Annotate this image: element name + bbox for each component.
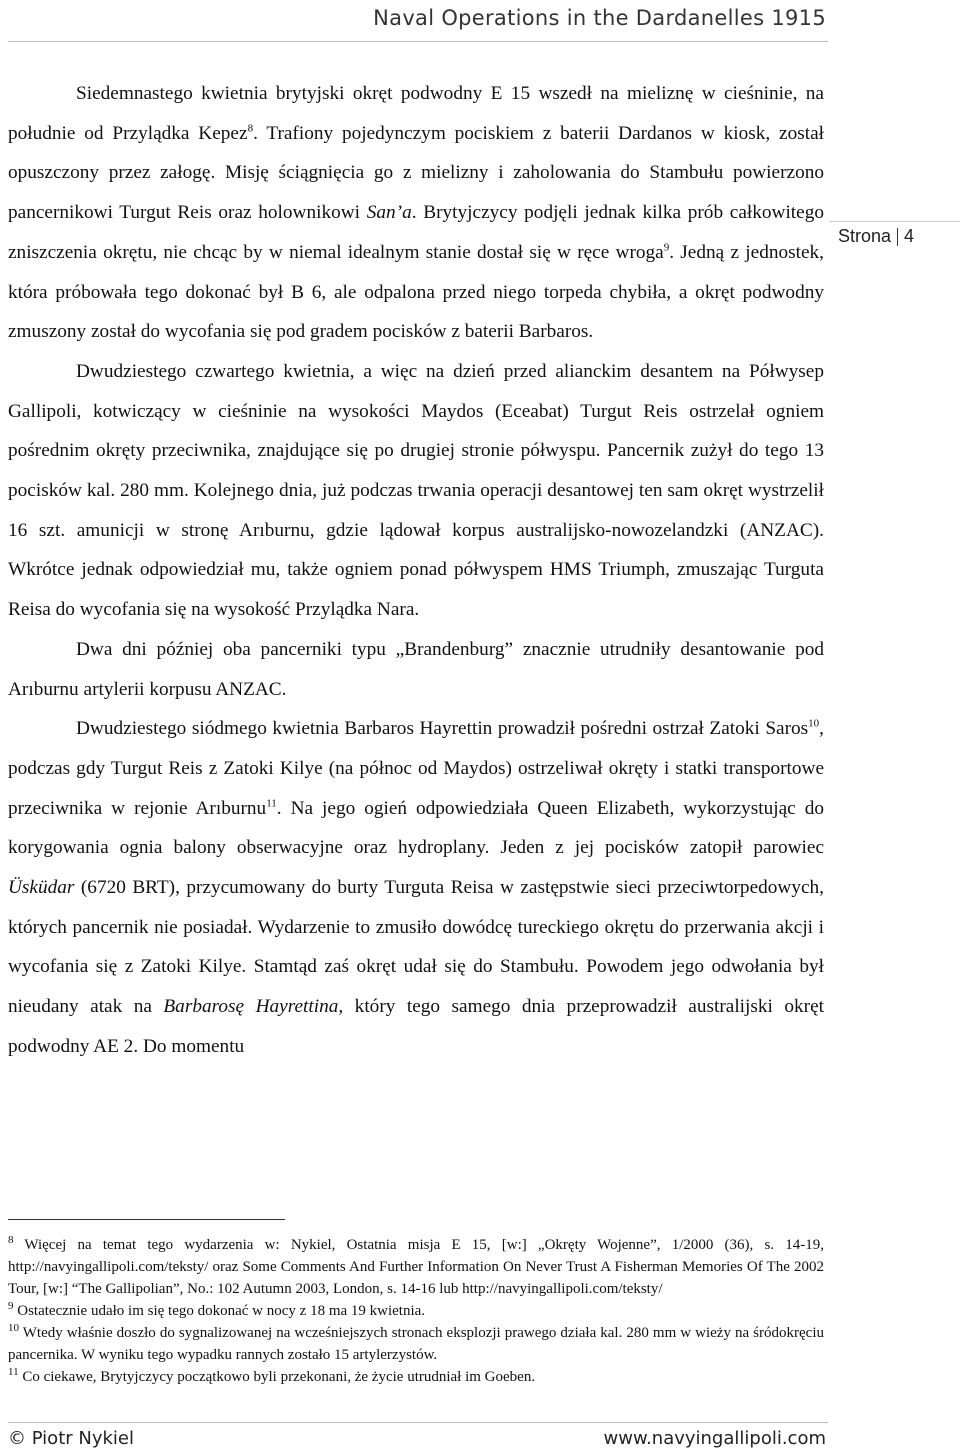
footer-url[interactable]: www.navyingallipoli.com — [603, 1428, 826, 1449]
header-rule — [8, 41, 828, 42]
header-title: Naval Operations in the Dardanelles 1915 — [373, 6, 826, 30]
footnote-text: Wtedy właśnie doszło do sygnalizowanej na wcześniejszych stronach eksplozji prawego działa kal. 280 mm w wieży na śródokręciu pancernika. W wyniku tego wypadku rannych zostało 15 artylerzystów. — [8, 1325, 824, 1363]
footer-rule — [8, 1422, 828, 1423]
page-footer — [0, 1422, 960, 1454]
footnote-separator — [8, 1219, 285, 1220]
paragraph-1-italic: San’a — [366, 202, 412, 224]
footnote-11 — [8, 1366, 824, 1388]
paragraph-4-text-a: Dwudziestego siódmego kwietnia Barbaros Hayrettin prowadził pośredni ostrzał Zatoki Saros — [76, 718, 809, 740]
page-label-separator — [897, 228, 898, 246]
paragraph-4-italic-2: Barbarosę Hayrettina — [163, 996, 339, 1018]
paragraph-1-text-c: . Brytyjczycy podjęli jednak kilka prób całkowitego zniszczenia okrętu, nie chcąc by w niemal idealnym stanie dostał się w ręce wroga — [8, 202, 825, 263]
footnotes — [8, 1234, 824, 1388]
paragraph-4-text-e: , który tego samego dnia przeprowadził australijski okręt podwodny AE 2. Do momentu — [8, 996, 824, 1057]
footnote-number: 10 — [8, 1322, 19, 1334]
paragraph-4-text-c: . Na jego ogień odpowiedziała Queen Elizabeth, wykorzystując do korygowania ognia balony obserwacyjne oraz hydroplany. Jeden z jej pocisków zatopił parowiec — [8, 797, 824, 859]
body-text — [8, 74, 824, 1067]
page-label-rule — [830, 221, 960, 222]
paragraph-1-text-a: Siedemnastego kwietnia brytyjski okręt podwodny E 15 wszedł na mieliznę w cieśninie, na południe od Przylądka Kepez — [8, 83, 824, 144]
footnote-number: 11 — [8, 1366, 19, 1378]
footnote-number: 9 — [8, 1300, 14, 1312]
footnote-number: 8 — [8, 1234, 14, 1246]
paragraph-4 — [8, 709, 824, 1066]
paragraph-1 — [8, 74, 824, 352]
paragraph-1-text-d: . Jedną z jednostek, która próbowała tego dokonać był B 6, ale odpalona przed niego torpeda chybiła, a okręt podwodny zmuszony został do wycofania się pod gradem pocisków z baterii Barbaros. — [8, 241, 824, 343]
footnote-text: Ostatecznie udało im się tego dokonać w nocy z 18 ma 19 kwietnia. — [17, 1303, 426, 1319]
paragraph-1-text-b: . Trafiony pojedynczym pociskiem z baterii Dardanos w kiosk, został opuszczony przez załogę. Misję ściągnięcia go z mielizny i zaholowania do Stambułu powierzono pancernikowi Turgut Reis oraz holownikowi — [8, 122, 825, 224]
footnote-ref-8[interactable]: 8 — [247, 122, 254, 135]
page-label — [838, 226, 914, 247]
page-number: 4 — [904, 226, 915, 246]
paragraph-4-text-d: (6720 BRT), przycumowany do burty Turguta Reisa w zastępstwie sieci przeciwtorpedowych, których pancernik nie posiadał. Wydarzenie to zmusiło dowódcę tureckiego okrętu do przerwania akcji i wycofania się z Zatoki Kilye. Stamtąd zaś okręt udał się do Stambułu. Powodem jego odwołania był nieudany atak na — [8, 877, 824, 1018]
paragraph-4-text-b: , podczas gdy Turgut Reis z Zatoki Kilye (na północ od Maydos) ostrzeliwał okręty i statki transportowe przeciwnika w rejonie Arıburnu — [8, 718, 824, 819]
footnote-9 — [8, 1300, 824, 1322]
footnote-ref-11[interactable]: 11 — [266, 797, 277, 810]
footnote-10 — [8, 1322, 824, 1366]
page-label-prefix: Strona — [838, 226, 892, 246]
paragraph-4-italic-1: Üsküdar — [8, 877, 75, 899]
footnote-ref-9[interactable]: 9 — [663, 241, 670, 254]
footnote-8 — [8, 1234, 824, 1300]
footnote-text: Co ciekawe, Brytyjczycy początkowo byli przekonani, że życie utrudniał im Goeben. — [22, 1369, 536, 1385]
footer-author: © Piotr Nykiel — [8, 1428, 134, 1449]
page-header — [0, 0, 960, 42]
footnote-ref-10[interactable]: 10 — [808, 717, 820, 730]
footnote-text: Więcej na temat tego wydarzenia w: Nykiel, Ostatnia misja E 15, [w:] „Okręty Wojenne”, 1/2000 (36), s. 14-19, http://navyingallipoli.com/teksty/ oraz Some Comments And Further Information On Never Trust A Fisherman Memories Of The 2002 Tour, [w:] “The Gallipolian”, No.: 102 Autumn 2003, London, s. 14-16 lub http://navyingallipoli.com/teksty/ — [8, 1237, 824, 1297]
paragraph-3: Dwa dni później oba pancerniki typu „Brandenburg” znacznie utrudniły desantowanie pod Arıburnu artylerii korpusu ANZAC. — [8, 638, 824, 700]
paragraph-2: Dwudziestego czwartego kwietnia, a więc na dzień przed alianckim desantem na Półwysep Gallipoli, kotwiczący w cieśninie na wysokości Maydos (Eceabat) Turgut Reis ostrzelał ogniem pośrednim okręty przeciwnika, znajdujące się po drugiej stronie półwyspu. Pancernik zużył do tego 13 pocisków kal. 280 mm. Kolejnego dnia, już podczas trwania operacji desantowej ten sam okręt wystrzelił 16 szt. amunicji w stronę Arıburnu, gdzie lądował korpus australijsko-nowozelandzki (ANZAC). Wkrótce jednak odpowiedział mu, także ogniem ponad półwyspem HMS Triumph, zmuszając Turguta Reisa do wycofania się na wysokość Przylądka Nara. — [8, 360, 824, 621]
